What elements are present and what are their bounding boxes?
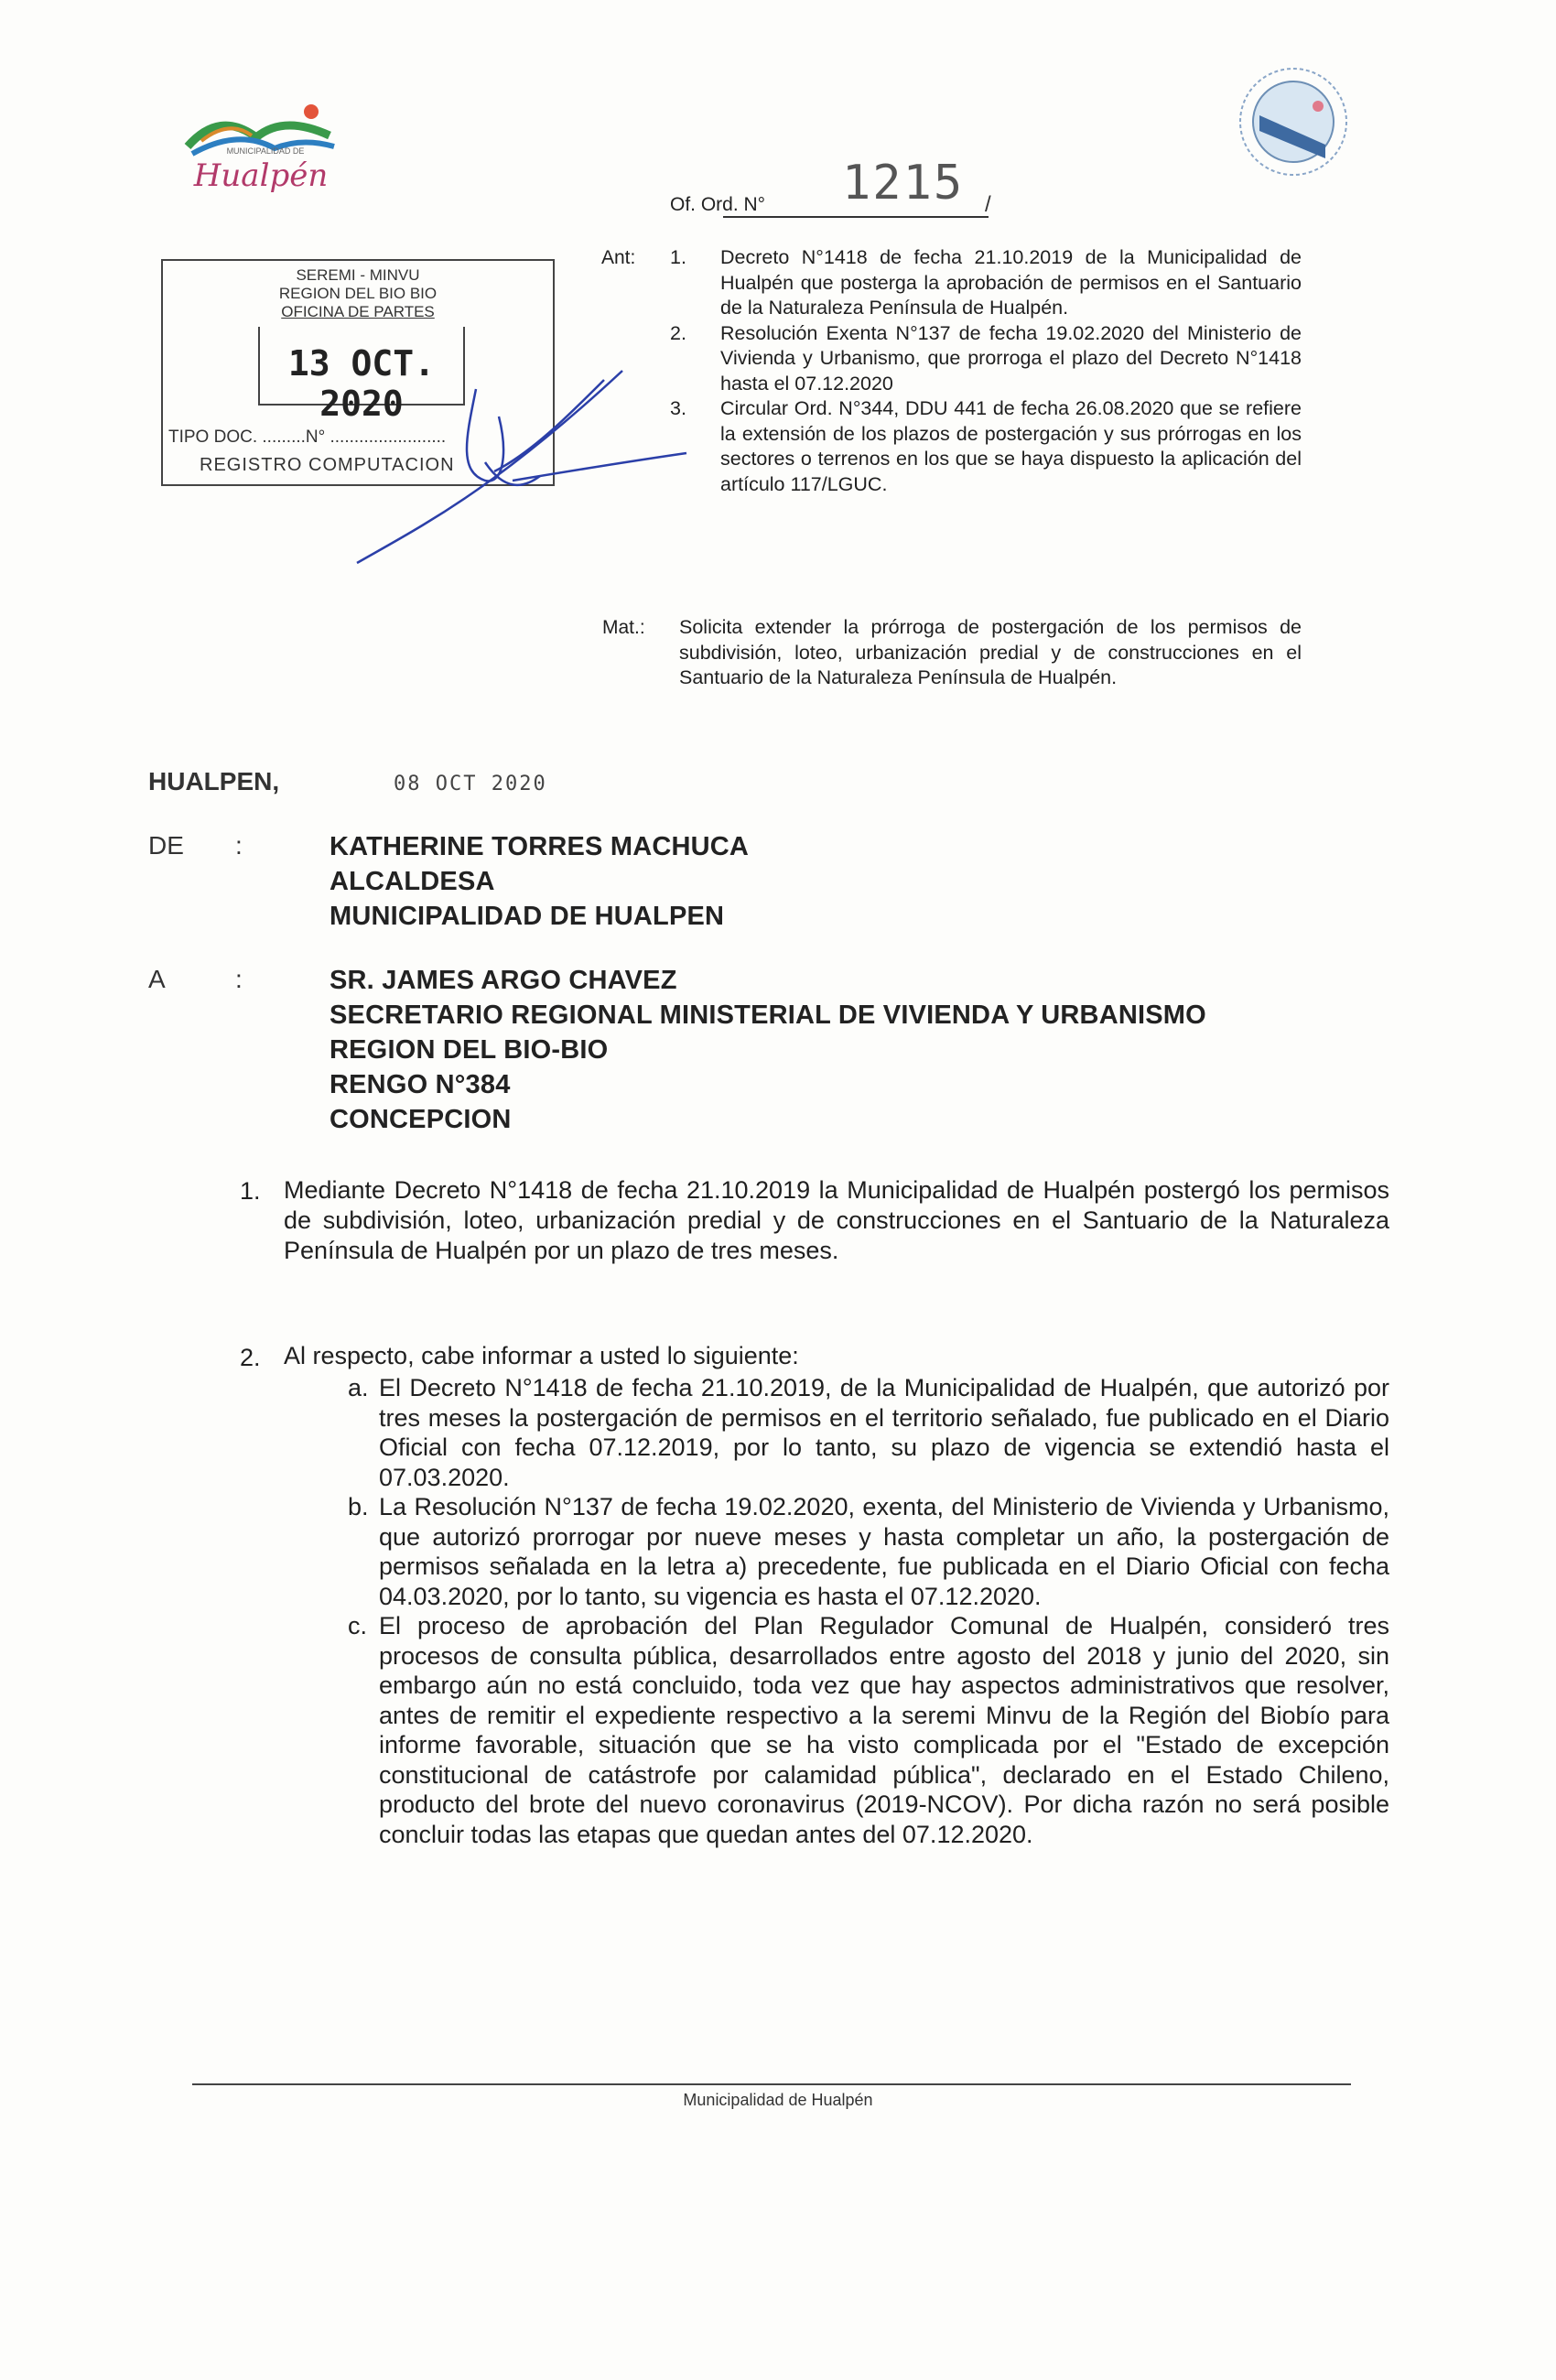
to-colon: : xyxy=(235,965,243,993)
antecedents-list xyxy=(670,245,1302,497)
from-label: DE : xyxy=(148,831,243,860)
sublist-item xyxy=(348,1611,1389,1849)
municipality-logo xyxy=(174,101,348,201)
paragraph-2-sublist xyxy=(348,1373,1389,1849)
paragraph-1-number: 1. xyxy=(240,1177,261,1205)
antecedent-text: Resolución Exenta N°137 de fecha 19.02.2020 del Ministerio de Vivienda y Urbanismo, que prorroga el plazo del Decreto N°1418 hasta el 07.12.2020 xyxy=(720,321,1302,395)
to-city: CONCEPCION xyxy=(330,1105,512,1134)
stamp-doc-type: TIPO DOC. .........N° ........................ xyxy=(168,427,447,447)
mat-label: Mat.: xyxy=(602,617,645,638)
stamp-date: 13 OCT. 2020 xyxy=(287,343,436,424)
handwritten-signature xyxy=(348,362,696,581)
office-number-label: Of. Ord. N° xyxy=(670,194,766,215)
antecedent-text: Decreto N°1418 de fecha 21.10.2019 de la Municipalidad de Hualpén que posterga la aprobación de permisos en el Santuario de la Naturaleza Península de Hualpén. xyxy=(720,246,1302,319)
logo-wordmark: Hualpén xyxy=(193,157,329,194)
office-number-value: 1215 xyxy=(842,156,965,211)
antecedent-item xyxy=(670,321,1302,397)
mat-text: Solicita extender la prórroga de postergación de los permisos de subdivisión, loteo, urbanización predial y de construcciones en el Santuario de la Naturaleza Península de Hualpén. xyxy=(679,616,1302,688)
sublist-letter: b. xyxy=(348,1493,369,1520)
stamp-seremi: SEREMI - MINVU xyxy=(296,266,420,284)
from-title: ALCALDESA xyxy=(330,867,495,896)
antecedent-number: 1. xyxy=(670,246,686,268)
sublist-item xyxy=(348,1373,1389,1492)
from-colon: : xyxy=(235,831,243,860)
sublist-item xyxy=(348,1492,1389,1611)
ant-label: Ant: xyxy=(601,247,636,268)
antecedent-number: 3. xyxy=(670,397,686,419)
antecedent-number: 2. xyxy=(670,321,686,344)
antecedent-item xyxy=(670,245,1302,321)
stamp-region: REGION DEL BIO BIO xyxy=(278,285,438,302)
stamp-registry: REGISTRO COMPUTACION xyxy=(200,455,455,475)
logo-caption: MUNICIPALIDAD DE xyxy=(226,146,305,156)
from-name: KATHERINE TORRES MACHUCA xyxy=(330,832,750,861)
antecedent-item xyxy=(670,396,1302,497)
from-block xyxy=(330,829,749,934)
to-address: RENGO N°384 xyxy=(330,1070,511,1099)
paragraph-2-number: 2. xyxy=(240,1344,261,1371)
office-number-underline xyxy=(723,216,989,218)
antecedent-text: Circular Ord. N°344, DDU 441 de fecha 26.08.2020 que se refiere la extensión de los plazos de postergación y sus prórrogas en los sectores o terrenos en los que se haya dispuesto la aplicación del artículo 117/LGUC. xyxy=(720,397,1302,495)
footer-text: Municipalidad de Hualpén xyxy=(683,2091,873,2109)
paragraph-2: Al respecto, cabe informar a usted lo siguiente: xyxy=(284,1342,799,1369)
to-block xyxy=(330,963,1206,1137)
to-region: REGION DEL BIO-BIO xyxy=(330,1035,609,1065)
sublist-text: El proceso de aprobación del Plan Regulador Comunal de Hualpén, consideró tres procesos de consulta pública, desarrollados entre agosto del 2018 y junio del 2020, sin embargo aún no está concluido, toda vez que hay aspectos administrativos que resolver, antes de remitir el expediente respectivo a la seremi Minvu de la Región del Biobío para informe favorable, situación que se ha visto complicada por el "Estado de excepción constitucional de catástrofe por calamidad pública", declarado en el Estado Chileno, producto del brote del nuevo coronavirus (2019-NCOV). Por dicha razón no será posible concluir todas las etapas que quedan antes del 07.12.2020. xyxy=(379,1612,1389,1848)
sublist-letter: a. xyxy=(348,1374,369,1401)
place-date: 08 OCT 2020 xyxy=(394,773,547,795)
stamp-office: OFICINA DE PARTES xyxy=(281,303,435,320)
sublist-text: El Decreto N°1418 de fecha 21.10.2019, de la Municipalidad de Hualpén, que autorizó por tres meses la postergación de permisos en el territorio señalado, fue publicado en el Diario Oficial con fecha 07.12.2019, por lo tanto, su plazo de vigencia se extendió hasta el 07.03.2020. xyxy=(379,1374,1389,1491)
to-name: SR. JAMES ARGO CHAVEZ xyxy=(330,966,677,995)
place-city: HUALPEN, xyxy=(148,767,280,795)
office-number-slash: / xyxy=(985,192,991,217)
to-title: SECRETARIO REGIONAL MINISTERIAL DE VIVIENDA Y URBANISMO xyxy=(330,1001,1206,1030)
sublist-letter: c. xyxy=(348,1612,368,1639)
to-label: A : xyxy=(148,965,243,993)
footer-divider xyxy=(192,2083,1351,2085)
from-organization: MUNICIPALIDAD DE HUALPEN xyxy=(330,902,725,931)
official-seal-icon xyxy=(1234,62,1353,181)
sublist-text: La Resolución N°137 de fecha 19.02.2020, exenta, del Ministerio de Vivienda y Urbanismo, que autorizó prorrogar por nueve meses y hasta completar un año, la postergación de permisos señalada en la letra a) precedente, fue publicada en el Diario Oficial con fecha 04.03.2020, por lo tanto, su vigencia es hasta el 07.12.2020. xyxy=(379,1493,1389,1610)
paragraph-1: Mediante Decreto N°1418 de fecha 21.10.2019 la Municipalidad de Hualpén postergó los permisos de subdivisión, loteo, urbanización predial y de construcciones en el Santuario de la Naturaleza Península de Hualpén por un plazo de tres meses. xyxy=(284,1176,1389,1264)
